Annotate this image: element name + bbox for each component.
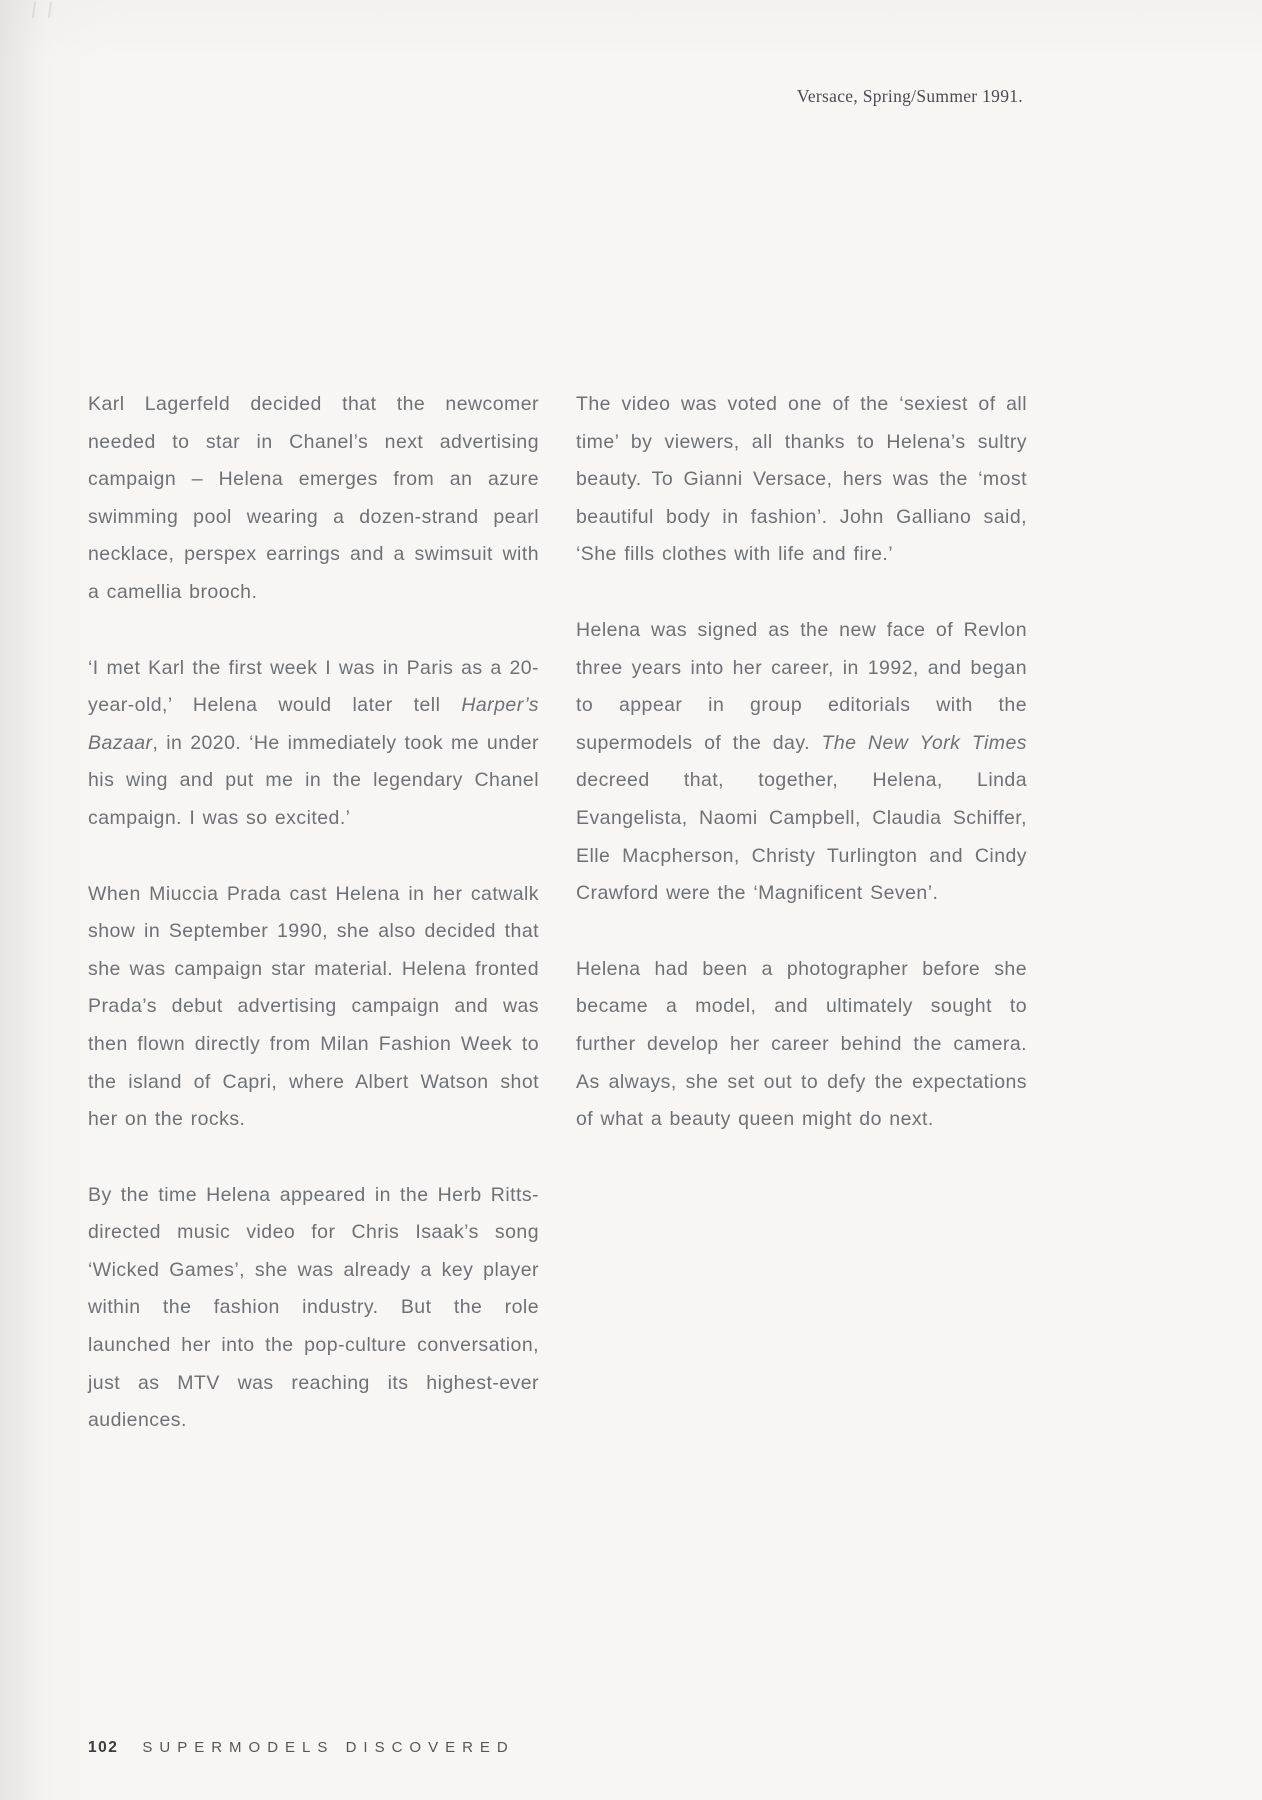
paragraph [576,612,1027,913]
page-footer [88,1739,515,1757]
photo-caption: Versace, Spring/Summer 1991. [796,86,1023,106]
paragraph [88,1177,539,1440]
italic-text-run: Harper’s Bazaar [88,694,539,754]
text-columns [88,386,1026,1478]
italic-text-run: The New York Times [821,731,1027,754]
text-run: decreed that, together, Helena, Linda Evangelista, Naomi Campbell, Claudia Schiffer, Elle Macpherson, Christy Turlington and Cindy Crawford were the ‘Magnificent Seven’. [576,769,1027,905]
text-run: The video was voted one of the ‘sexiest of all time’ by viewers, all thanks to Helena’s sultry beauty. To Gianni Versace, hers was the ‘most beautiful body in fashion’. John Galliano said, ‘She fills clothes with life and fire.’ [576,393,1027,566]
paragraph [88,386,539,612]
page-number: 102 [88,1739,119,1756]
text-run: , in 2020. ‘He immediately took me under his wing and put me in the legendary Chanel campaign. I was so excited.’ [88,731,539,829]
paragraph [576,951,1027,1139]
paragraph [88,876,539,1139]
paragraph [88,650,539,838]
text-run: By the time Helena appeared in the Herb Ritts-directed music video for Chris Isaak’s song ‘Wicked Games’, she was already a key player within the fashion industry. But the role launched her into the pop-culture conversation, just as MTV was reaching its highest-ever audiences. [88,1183,539,1432]
text-run: Karl Lagerfeld decided that the newcomer needed to star in Chanel’s next advertising campaign – Helena emerges from an azure swimming pool wearing a dozen-strand pearl necklace, perspex earrings and a swimsuit with a camellia brooch. [88,393,539,603]
text-run: Helena was signed as the new face of Revlon three years into her career, in 1992, and began to appear in group editorials with the supermodels of the day. [576,618,1027,754]
text-run: When Miuccia Prada cast Helena in her catwalk show in September 1990, she also decided that she was campaign star material. Helena fronted Prada’s debut advertising campaign and was then flown directly from Milan Fashion Week to the island of Capri, where Albert Watson shot her on the rocks. [88,882,539,1131]
left-column [88,386,539,1478]
paragraph [576,386,1027,574]
pencil-smudge-mark [32,2,52,18]
right-column [576,386,1027,1478]
running-book-title: SUPERMODELS DISCOVERED [142,1739,515,1756]
text-run: ‘I met Karl the first week I was in Paris as a 20-year-old,’ Helena would later tell [88,656,539,717]
text-run: Helena had been a photographer before she became a model, and ultimately sought to further develop her career behind the camera. As always, she set out to defy the expectations of what a beauty queen might do next. [576,957,1027,1131]
